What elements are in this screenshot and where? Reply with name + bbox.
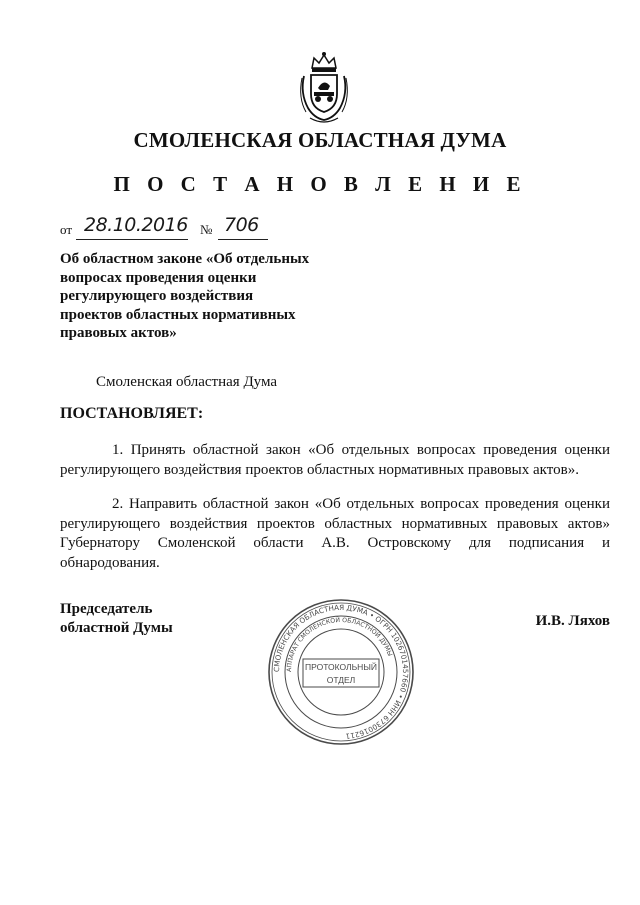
date-number-line (60, 212, 300, 240)
stamp-center-line-2: ОТДЕЛ (326, 675, 356, 685)
date-underline (76, 239, 188, 240)
subject-line: регулирующего воздействия (60, 288, 254, 304)
document-subject (60, 250, 330, 343)
signer-title-line: Председатель (60, 601, 153, 617)
subject-line: вопросах проведения оценки (60, 269, 257, 286)
subject-line: правовых актов» (60, 325, 177, 341)
document-type: П О С Т А Н О В Л Е Н И Е (113, 172, 527, 196)
date-value: 28.10.2016 (84, 214, 188, 236)
intro-text: Смоленская областная Дума (96, 374, 278, 390)
signer-name: И.В. Ляхов (535, 613, 610, 629)
organization-title: СМОЛЕНСКАЯ ОБЛАСТНАЯ ДУМА (133, 128, 507, 152)
number-label: № (200, 222, 213, 237)
subject-line: Об областном законе «Об отдельных (60, 251, 310, 267)
subject-line: проектов областных нормативных (60, 306, 296, 323)
stamp-inner-text: АППАРАТ СМОЛЕНСКОЙ ОБЛАСТНОЙ ДУМЫ (285, 616, 394, 673)
signer-title-line: областной Думы (60, 620, 173, 636)
number-value: 706 (224, 214, 259, 236)
stamp-center-line-1: ПРОТОКОЛЬНЫЙ (305, 662, 377, 672)
paragraph-2: 2. Направить областной закон «Об отдельных вопросах проведения оценки регулирующего воздействия проектов областных нормативных правовых актов» Губернатору Смоленской области А.В. Островскому для подписания и обнародования. (60, 496, 610, 571)
paragraph-1: 1. Принять областной закон «Об отдельных вопросах проведения оценки регулирующего воздействия проектов областных нормативных правовых актов». (60, 442, 610, 478)
signer-title (60, 600, 173, 638)
number-underline (218, 239, 268, 240)
date-label: от (60, 222, 73, 237)
coat-of-arms-icon (296, 48, 352, 124)
stamp-outer-text: СМОЛЕНСКАЯ ОБЛАСТНАЯ ДУМА • ОГРН 1026701457660 • ИНН 6730016211 (271, 602, 411, 741)
resolves-heading: ПОСТАНОВЛЯЕТ: (60, 405, 204, 422)
official-stamp (266, 597, 416, 747)
